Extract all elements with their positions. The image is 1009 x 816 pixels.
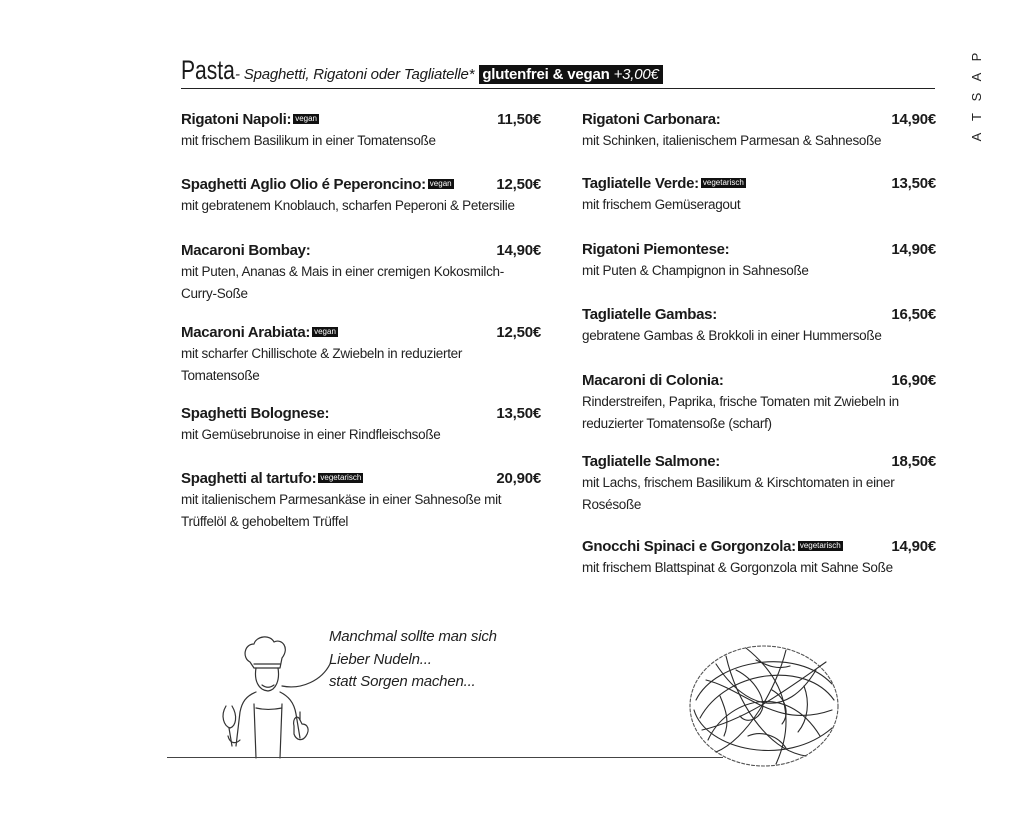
menu-item-name: Spaghetti Bolognese: bbox=[181, 404, 330, 422]
section-header bbox=[181, 54, 935, 89]
menu-item bbox=[181, 467, 541, 533]
menu-item-description: mit Schinken, italienischem Parmesan & Sahnesoße bbox=[582, 133, 882, 148]
menu-item-name: Gnocchi Spinaci e Gorgonzola: bbox=[582, 537, 796, 555]
side-letter: A bbox=[969, 72, 984, 82]
menu-item-description: mit frischem Basilikum in einer Tomatensoße bbox=[181, 133, 436, 148]
side-letter: T bbox=[969, 113, 984, 121]
menu-item bbox=[582, 172, 936, 216]
menu-item-price: 18,50€ bbox=[891, 452, 936, 470]
menu-item bbox=[582, 303, 936, 347]
menu-item bbox=[181, 173, 541, 217]
menu-item bbox=[582, 108, 936, 152]
menu-item-name: Macaroni Arabiata: bbox=[181, 323, 311, 341]
menu-item-name: Macaroni di Colonia: bbox=[582, 371, 724, 389]
menu-item-price: 13,50€ bbox=[891, 174, 936, 192]
diet-tag: vegetarisch bbox=[702, 178, 744, 187]
side-letter: A bbox=[969, 132, 984, 142]
diet-tag: vegetarisch bbox=[320, 473, 362, 482]
menu-item-name: Spaghetti Aglio Olio é Peperoncino: bbox=[181, 175, 426, 193]
side-section-label bbox=[969, 50, 985, 144]
diet-tag: vegetarisch bbox=[799, 541, 841, 550]
menu-item-name: Macaroni Bombay: bbox=[181, 241, 311, 259]
quote-line: Lieber Nudeln... bbox=[329, 650, 432, 668]
menu-item-price: 14,90€ bbox=[891, 537, 936, 555]
quote-line: statt Sorgen machen... bbox=[329, 673, 476, 690]
menu-item-price: 16,90€ bbox=[891, 371, 936, 389]
glutenfree-vegan-badge bbox=[479, 65, 662, 84]
menu-item-name: Rigatoni Napoli: bbox=[181, 110, 292, 128]
menu-item-name: Tagliatelle Verde: bbox=[582, 174, 699, 192]
menu-item-description: mit Puten & Champignon in Sahnesoße bbox=[582, 263, 809, 278]
menu-item bbox=[582, 369, 936, 435]
quote-text bbox=[329, 626, 497, 694]
menu-item-price: 12,50€ bbox=[496, 323, 541, 341]
menu-item bbox=[181, 402, 541, 446]
menu-item-name: Rigatoni Piemontese: bbox=[582, 240, 730, 258]
ground-line bbox=[167, 757, 723, 758]
quote-line: Manchmal sollte man sich bbox=[329, 628, 497, 645]
menu-item bbox=[181, 108, 541, 152]
diet-tag: vegan bbox=[429, 179, 452, 188]
section-subtitle: - Spaghetti, Rigatoni oder Tagliatelle* bbox=[235, 66, 475, 83]
menu-item-price: 13,50€ bbox=[496, 404, 541, 422]
diet-tag: vegan bbox=[295, 114, 317, 123]
menu-item-price: 11,50€ bbox=[497, 110, 541, 128]
menu-item-description: mit gebratenem Knoblauch, scharfen Peperoni & Petersilie bbox=[181, 198, 515, 213]
menu-item-price: 14,90€ bbox=[891, 240, 936, 258]
glutenfree-vegan-label: glutenfrei & vegan bbox=[482, 66, 610, 83]
menu-item-description: mit Puten, Ananas & Mais in einer cremigen Kokosmilch-Curry-Soße bbox=[181, 264, 504, 301]
menu-item-description: mit Gemüsebrunoise in einer Rindfleischsoße bbox=[181, 427, 441, 442]
glutenfree-vegan-price: +3,00€ bbox=[613, 66, 659, 83]
menu-item-price: 14,90€ bbox=[891, 110, 936, 128]
menu-item-description: mit italienischem Parmesankäse in einer Sahnesoße mit Trüffelöl & gehobeltem Trüffel bbox=[181, 492, 502, 529]
menu-item-price: 16,50€ bbox=[891, 305, 936, 323]
menu-item-name: Spaghetti al tartufo: bbox=[181, 469, 317, 487]
menu-item-price: 12,50€ bbox=[496, 175, 541, 193]
menu-column-left bbox=[181, 108, 541, 554]
chef-illustration bbox=[212, 628, 332, 760]
menu-item-description: mit frischem Blattspinat & Gorgonzola mit Sahne Soße bbox=[582, 560, 893, 575]
diet-tag: vegan bbox=[314, 327, 336, 336]
menu-item-name: Tagliatelle Salmone: bbox=[582, 452, 720, 470]
menu-item-name: Rigatoni Carbonara: bbox=[582, 110, 721, 128]
menu-item-description: Rinderstreifen, Paprika, frische Tomaten mit Zwiebeln in reduzierter Tomatensoße (scharf) bbox=[582, 394, 899, 431]
menu-item-price: 20,90€ bbox=[496, 469, 541, 487]
menu-item-description: mit Lachs, frischem Basilikum & Kirschtomaten in einer Rosésoße bbox=[582, 475, 895, 512]
menu-item bbox=[181, 321, 541, 387]
menu-item-description: mit scharfer Chillischote & Zwiebeln in reduzierter Tomatensoße bbox=[181, 346, 463, 383]
menu-item-price: 14,90€ bbox=[496, 241, 541, 259]
menu-item-description: gebratene Gambas & Brokkoli in einer Hummersoße bbox=[582, 328, 882, 343]
side-letter: P bbox=[969, 52, 984, 62]
menu-item bbox=[181, 239, 541, 305]
menu-item-description: mit frischem Gemüseragout bbox=[582, 197, 741, 212]
menu-column-right bbox=[582, 108, 936, 600]
menu-item bbox=[582, 535, 936, 579]
pasta-nest-illustration bbox=[686, 640, 842, 770]
menu-item bbox=[582, 450, 936, 516]
menu-item bbox=[582, 238, 936, 282]
section-title: Pasta bbox=[181, 55, 235, 85]
menu-item-name: Tagliatelle Gambas: bbox=[582, 305, 717, 323]
side-letter: S bbox=[969, 92, 984, 102]
